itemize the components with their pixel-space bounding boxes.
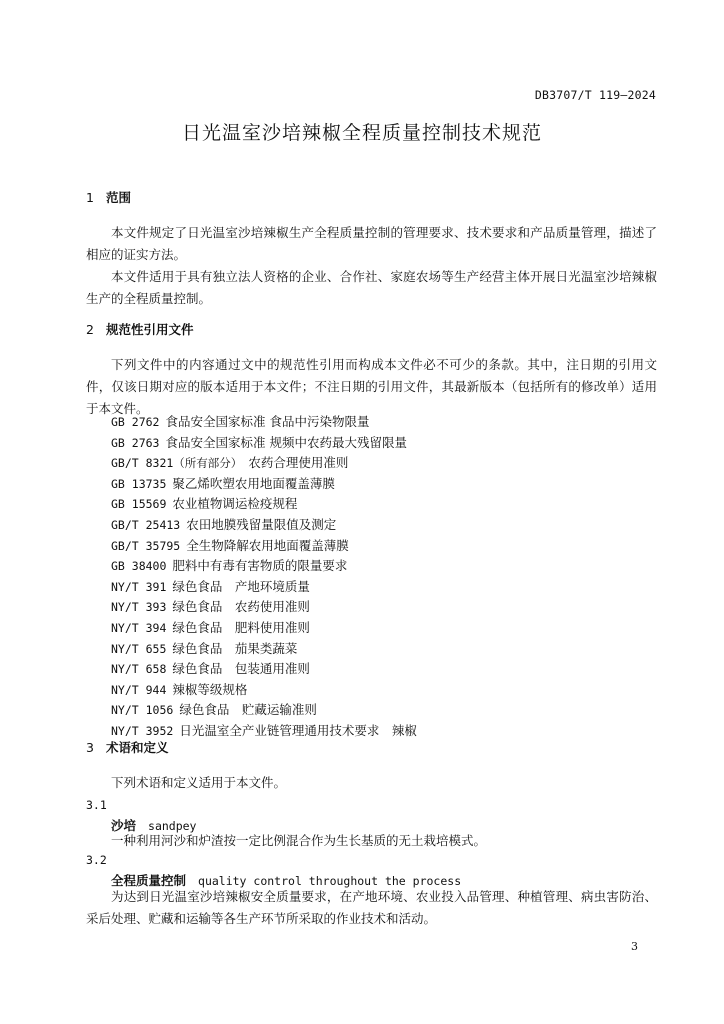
terms-intro: 下列术语和定义适用于本文件。 (111, 775, 287, 790)
term-definition: 一种利用河沙和炉渣按一定比例混合作为生长基质的无土栽培模式。 (111, 833, 487, 848)
scope-paragraph-2: 本文件适用于具有独立法人资格的企业、合作社、家庭农场等生产经营主体开展日光温室沙培辣椒生产的全程质量控制。 (86, 269, 657, 306)
term-definition: 为达到日光温室沙培辣椒安全质量要求，在产地环境、农业投入品管理、种植管理、病虫害防治、采后处理、贮藏和运输等各生产环节所采取的作业技术和活动。 (86, 889, 657, 926)
reference-code: GB 13735 (111, 476, 167, 491)
section-number: 3 (86, 740, 94, 755)
reference-title: 绿色食品 贮藏运输准则 (179, 702, 317, 718)
reference-code: GB/T 25413 (111, 517, 181, 532)
normative-references-intro: 下列文件中的内容通过文中的规范性引用而构成本文件必不可少的条款。其中，注日期的引用文件，仅该日期对应的版本适用于本文件；不注日期的引用文件，其最新版本（包括所有的修改单）适用于本文件。 (86, 357, 657, 416)
reference-title: 肥料中有毒有害物质的限量要求 (172, 558, 348, 574)
section-number: 2 (86, 322, 94, 337)
reference-item (111, 474, 417, 495)
term-english: sandpey (148, 819, 197, 833)
reference-title: 农田地膜残留量限值及测定 (186, 516, 337, 532)
reference-code: GB 2762 (111, 415, 160, 429)
section-1-heading (86, 188, 131, 206)
reference-code: NY/T 655 (111, 641, 167, 656)
reference-item (111, 433, 417, 454)
reference-title: 农药合理使用准则 (248, 455, 349, 471)
document-title: 日光温室沙培辣椒全程质量控制技术规范 (181, 122, 542, 144)
reference-title: 全生物降解农用地面覆盖薄膜 (186, 537, 349, 553)
reference-title: 聚乙烯吹塑农用地面覆盖薄膜 (172, 475, 335, 491)
reference-title: 绿色食品 肥料使用准则 (172, 619, 310, 635)
term-number: 3.2 (86, 853, 107, 867)
reference-item (111, 556, 417, 577)
reference-item (111, 577, 417, 598)
reference-code: NY/T 394 (111, 620, 167, 635)
reference-code: GB/T 8321（所有部分） (111, 456, 243, 471)
reference-title: 食品安全国家标准 食品中污染物限量 (165, 414, 370, 429)
reference-list (111, 412, 417, 742)
reference-code: GB 15569 (111, 497, 167, 512)
reference-title: 辣椒等级规格 (172, 681, 248, 697)
reference-item (111, 639, 417, 660)
reference-code: GB 2763 (111, 435, 160, 450)
reference-code: NY/T 3952 (111, 723, 174, 738)
reference-code: GB 38400 (111, 559, 167, 574)
section-2-heading (86, 320, 194, 338)
reference-title: 食品安全国家标准 规频中农药最大残留限量 (165, 434, 407, 450)
scope-paragraph-1: 本文件规定了日光温室沙培辣椒生产全程质量控制的管理要求、技术要求和产品质量管理，描述了相应的证实方法。 (86, 225, 657, 262)
reference-title: 绿色食品 农药使用准则 (172, 599, 310, 615)
term-name: 沙培 (111, 818, 137, 833)
reference-item (111, 515, 417, 536)
reference-item (111, 597, 417, 618)
reference-item (111, 700, 417, 721)
reference-item (111, 659, 417, 680)
section-title: 规范性引用文件 (106, 322, 194, 337)
page-number: 3 (631, 940, 638, 953)
reference-title: 绿色食品 茄果类蔬菜 (172, 640, 298, 656)
reference-code: NY/T 944 (111, 682, 167, 697)
reference-code: NY/T 393 (111, 600, 167, 615)
reference-title: 日光温室全产业链管理通用技术要求 辣椒 (179, 722, 417, 738)
section-title: 范围 (106, 190, 132, 205)
reference-title: 农业植物调运检疫规程 (172, 496, 298, 512)
reference-item (111, 618, 417, 639)
reference-code: NY/T 658 (111, 662, 167, 677)
reference-item (111, 412, 417, 433)
reference-code: NY/T 1056 (111, 703, 174, 718)
reference-item (111, 536, 417, 557)
term-number: 3.1 (86, 798, 107, 812)
reference-item (111, 494, 417, 515)
section-title: 术语和定义 (106, 740, 169, 755)
reference-item (111, 680, 417, 701)
term-english: quality control throughout the process (198, 874, 462, 888)
reference-item (111, 453, 417, 474)
reference-code: GB/T 35795 (111, 538, 181, 553)
term-name: 全程质量控制 (111, 873, 187, 888)
reference-code: NY/T 391 (111, 579, 167, 594)
section-number: 1 (86, 190, 94, 205)
reference-title: 绿色食品 包装通用准则 (172, 661, 310, 677)
section-3-heading (86, 738, 169, 756)
standard-code: DB3707/T 119—2024 (534, 88, 656, 102)
reference-title: 绿色食品 产地环境质量 (172, 578, 310, 594)
